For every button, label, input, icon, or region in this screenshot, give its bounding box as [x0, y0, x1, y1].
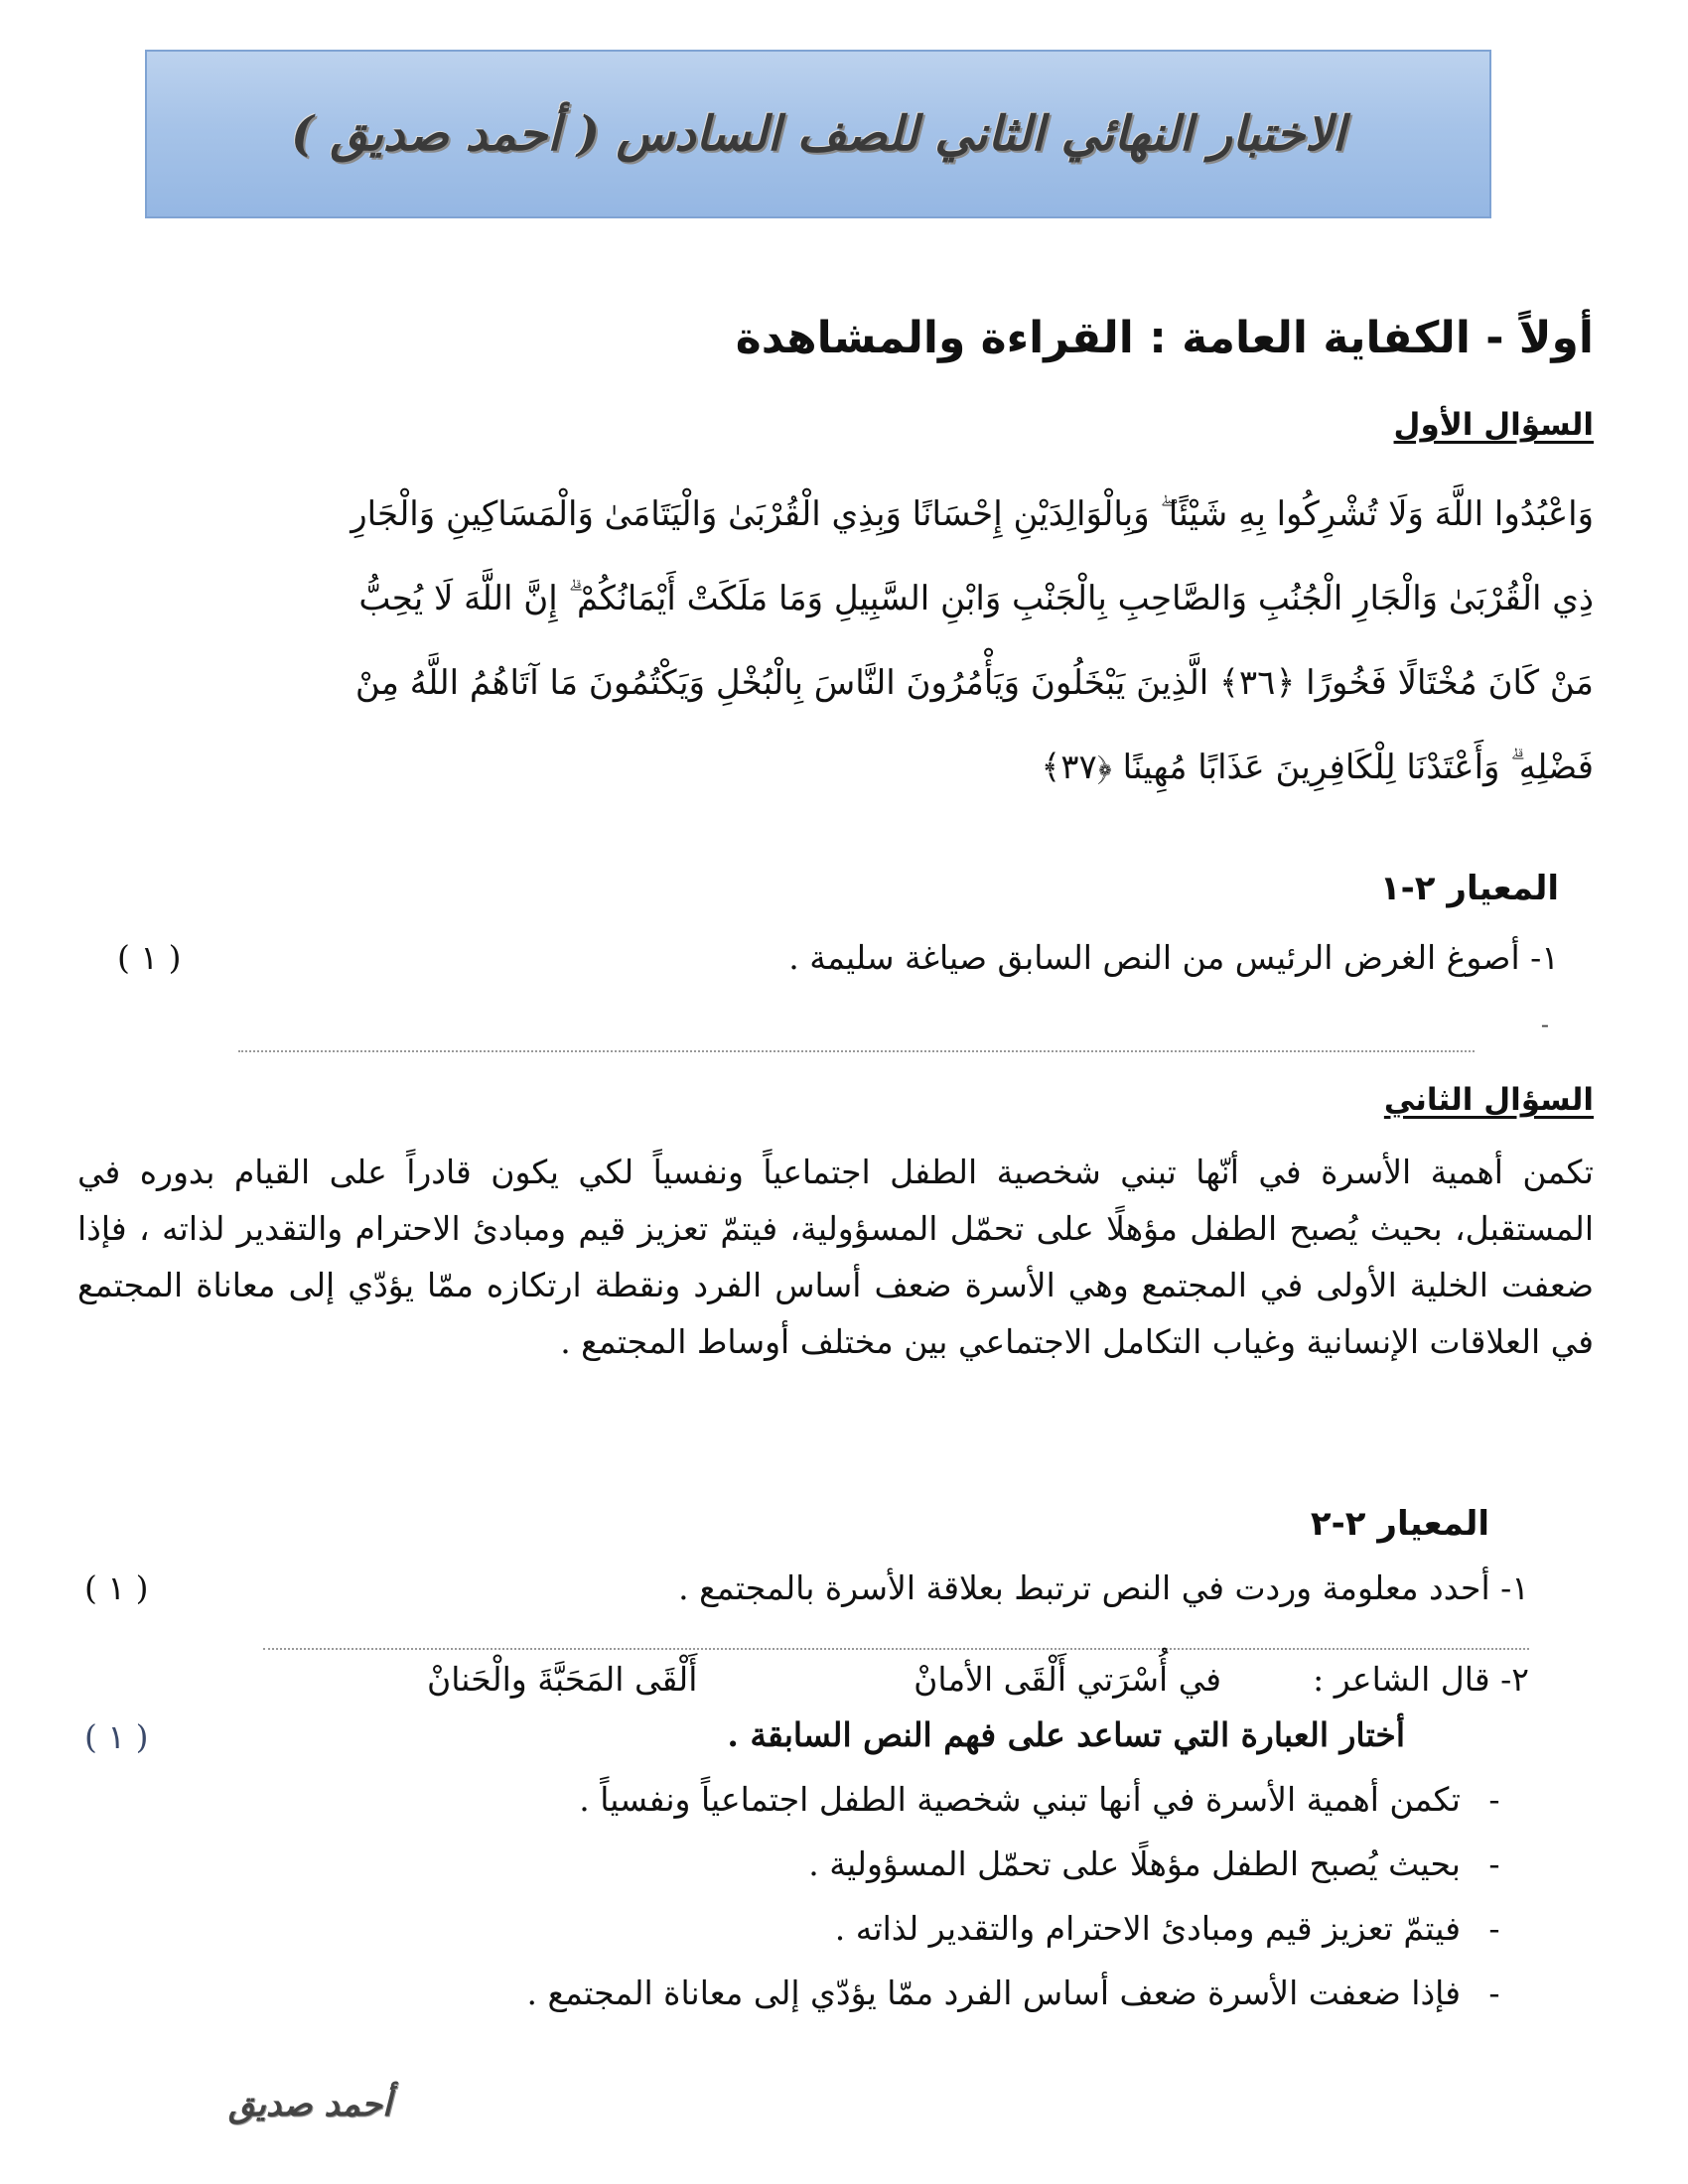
verse-line-3: مَنْ كَانَ مُخْتَالًا فَخُورًا ﴿٣٦﴾ الَّذِينَ يَبْخَلُونَ وَيَأْمُرُونَ النَّاسَ بِالْبُخْلِ وَيَكْتُمُونَ مَا آتَاهُمُ اللَّهُ مِنْ: [354, 663, 1594, 703]
q2-item-2-mark: ( ١ ): [84, 1717, 149, 1756]
answer-line-2[interactable]: [263, 1648, 1529, 1650]
option-dash: -: [1488, 1780, 1500, 1819]
option-4-text: فإذا ضعفت الأسرة ضعف أساس الفرد ممّا يؤدّي إلى معاناة المجتمع .: [526, 1974, 1461, 2012]
q2-item-1-mark: ( ١ ): [84, 1569, 149, 1607]
answer-dash: -: [1540, 1011, 1549, 1038]
passage-paragraph: تكمن أهمية الأسرة في أنّها تبني شخصية الطفل اجتماعياً ونفسياً لكي يكون قادراً على القيام بدوره في المستقبل، بحيث يُصبح الطفل مؤهلًا على تحمّل المسؤولية، فيتمّ تعزيز قيم ومبادئ الاحترام والتقدير لذاته ، فإذا ضعفت الخلية الأولى في المجتمع وهي الأسرة ضعف أساس الفرد ونقطة ارتكازه ممّا يؤدّي إلى معاناة المجتمع في العلاقات الإنسانية وغياب التكامل الاجتماعي بين مختلف أوساط المجتمع .: [77, 1153, 1594, 1361]
question-2-title: السؤال الثاني: [1383, 1082, 1594, 1118]
section-heading: أولاً - الكفاية العامة : القراءة والمشاهدة: [735, 313, 1594, 363]
title-banner: [145, 50, 1491, 218]
option-1[interactable]: [579, 1780, 1504, 1819]
standard-2-2: المعيار ٢-٢: [1310, 1504, 1489, 1544]
option-dash: -: [1488, 1974, 1500, 2012]
poem-hemistich-2: أَلْقَى المَحَبَّةَ والْحَنانْ: [427, 1660, 698, 1699]
option-dash: -: [1488, 1844, 1500, 1883]
q1-item-1-mark: ( ١ ): [117, 938, 182, 977]
answer-line-1[interactable]: [238, 1050, 1475, 1052]
exam-title: الاختبار النهائي الثاني للصف السادس ( أحمد صديق ): [291, 106, 1345, 162]
q2-item-1: ١- أحدد معلومة وردت في النص ترتبط بعلاقة الأسرة بالمجتمع .: [678, 1569, 1529, 1607]
option-3-text: فيتمّ تعزيز قيم ومبادئ الاحترام والتقدير لذاته .: [834, 1909, 1461, 1948]
q2-instruction: أختار العبارة التي تساعد على فهم النص السابقة .: [727, 1715, 1405, 1754]
poem-hemistich-1: في أُسْرَتي أَلْقَى الأمانْ: [914, 1660, 1221, 1699]
q1-item-1: ١- أصوغ الغرض الرئيس من النص السابق صياغة سليمة .: [788, 938, 1559, 977]
option-2-text: بحيث يُصبح الطفل مؤهلًا على تحمّل المسؤولية .: [808, 1844, 1461, 1883]
option-dash: -: [1488, 1909, 1500, 1948]
option-4[interactable]: [527, 1974, 1505, 2012]
q2-item-2-prefix: ٢- قال الشاعر :: [1313, 1660, 1529, 1699]
standard-2-1: المعيار ٢-١: [1379, 869, 1559, 908]
verse-line-2: ذِي الْقُرْبَىٰ وَالْجَارِ الْجُنُبِ وَالصَّاحِبِ بِالْجَنْبِ وَابْنِ السَّبِيلِ وَمَا مَلَكَتْ أَيْمَانُكُمْ ۗ إِنَّ اللَّهَ لَا يُحِبُّ: [358, 579, 1594, 618]
option-2[interactable]: [808, 1844, 1504, 1883]
option-1-text: تكمن أهمية الأسرة في أنها تبني شخصية الطفل اجتماعياً ونفسياً .: [579, 1780, 1461, 1819]
option-3[interactable]: [835, 1909, 1504, 1948]
verse-line-4: فَضْلِهِ ۗ وَأَعْتَدْنَا لِلْكَافِرِينَ عَذَابًا مُهِينًا ﴿٣٧﴾: [1041, 748, 1594, 787]
author-signature: أحمد صديق: [228, 2085, 392, 2124]
verse-line-1: وَاعْبُدُوا اللَّهَ وَلَا تُشْرِكُوا بِهِ شَيْئًا ۖ وَبِالْوَالِدَيْنِ إِحْسَانًا وَبِذِي الْقُرْبَىٰ وَالْيَتَامَىٰ وَالْمَسَاكِينِ وَالْجَارِ: [351, 494, 1594, 534]
question-1-title: السؤال الأول: [1393, 407, 1594, 443]
